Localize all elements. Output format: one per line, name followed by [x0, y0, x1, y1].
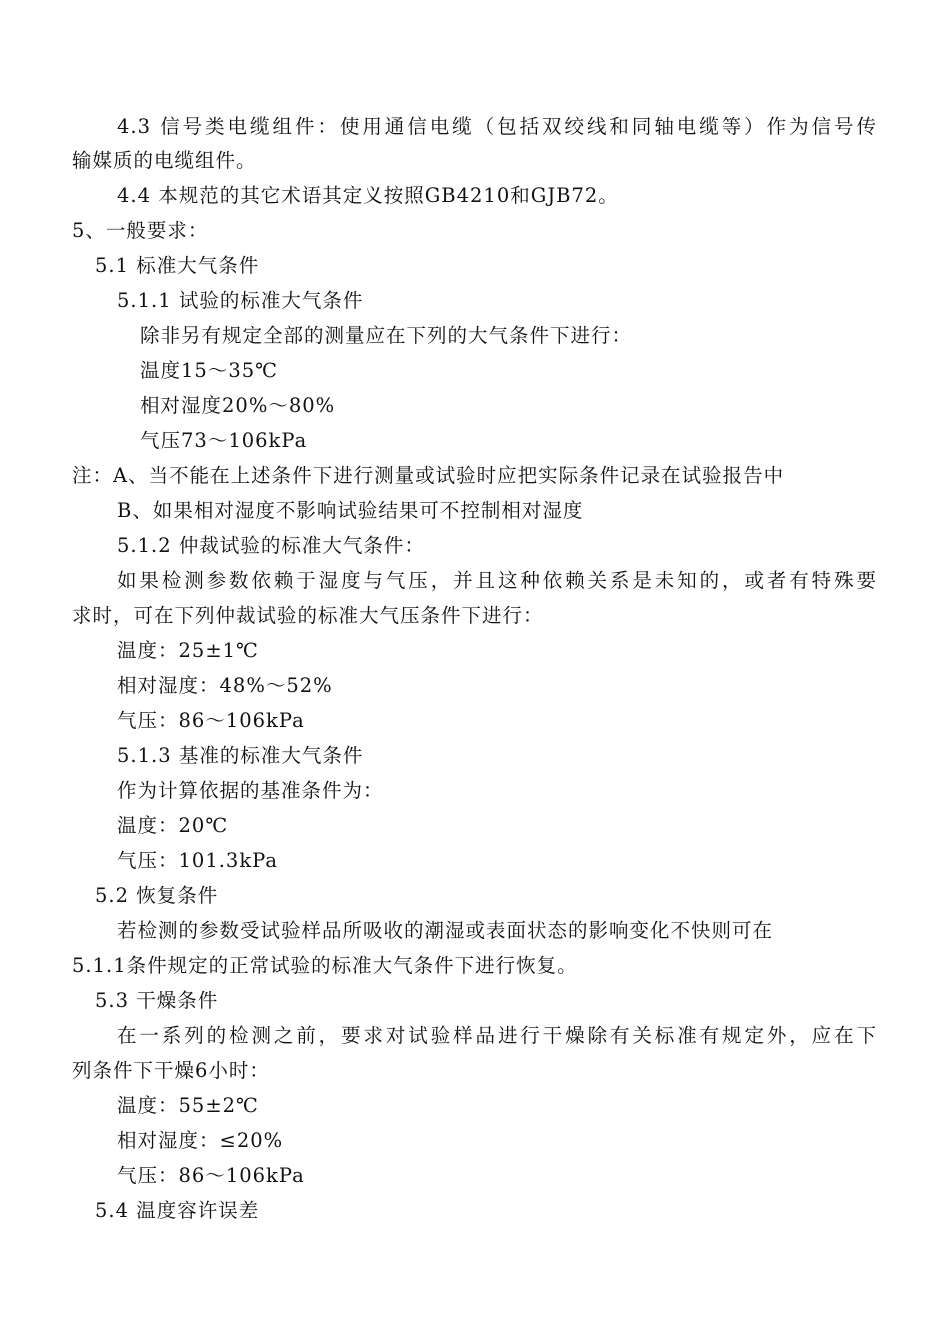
text-line: 温度：25±1℃: [117, 639, 259, 662]
text-line-4-3-cont: 输媒质的电缆组件。: [72, 149, 257, 172]
text-line: 相对湿度：≤20%: [117, 1129, 284, 1152]
text-line: 若检测的参数受试验样品所吸收的潮湿或表面状态的影响变化不快则可在: [117, 919, 774, 942]
text-line: 作为计算依据的基准条件为：: [117, 779, 384, 802]
text-line: 温度：20℃: [117, 814, 229, 837]
text-line: 气压：86～106kPa: [117, 709, 305, 732]
text-line: 在一系列的检测之前，要求对试验样品进行干燥除有关标准有规定外，应在下: [117, 1024, 877, 1047]
text-line: 求时，可在下列仲裁试验的标准大气压条件下进行：: [72, 604, 544, 627]
text-line: 温度：55±2℃: [117, 1094, 259, 1117]
text-line: 气压：101.3kPa: [117, 849, 279, 872]
heading-5-1-1: 5.1.1 试验的标准大气条件: [117, 289, 364, 312]
heading-5-4: 5.4 温度容许误差: [95, 1199, 260, 1222]
text-line: 除非另有规定全部的测量应在下列的大气条件下进行：: [140, 324, 633, 347]
heading-5-1-2: 5.1.2 仲裁试验的标准大气条件：: [117, 534, 425, 557]
text-line-4-4: 4.4 本规范的其它术语其定义按照GB4210和GJB72。: [117, 184, 619, 207]
text-line: 5.1.1条件规定的正常试验的标准大气条件下进行恢复。: [72, 954, 578, 977]
text-line: 如果检测参数依赖于湿度与气压，并且这种依赖关系是未知的，或者有特殊要: [117, 569, 877, 592]
note-a: 注：A、当不能在上述条件下进行测量或试验时应把实际条件记录在试验报告中: [72, 464, 785, 487]
heading-5-2: 5.2 恢复条件: [95, 884, 219, 907]
text-line: 温度15～35℃: [140, 359, 278, 382]
text-line: 相对湿度20%～80%: [140, 394, 336, 417]
text-line: 列条件下干燥6小时：: [72, 1059, 270, 1082]
text-line: 气压：86～106kPa: [117, 1164, 305, 1187]
heading-5-1: 5.1 标准大气条件: [95, 254, 260, 277]
heading-5: 5、一般要求：: [72, 219, 209, 242]
text-line: 气压73～106kPa: [140, 429, 308, 452]
text-line: 相对湿度：48%～52%: [117, 674, 333, 697]
text-line-4-3: 4.3 信号类电缆组件：使用通信电缆（包括双绞线和同轴电缆等）作为信号传: [117, 115, 877, 138]
heading-5-3: 5.3 干燥条件: [95, 989, 219, 1012]
note-b: B、如果相对湿度不影响试验结果可不控制相对湿度: [117, 499, 584, 522]
heading-5-1-3: 5.1.3 基准的标准大气条件: [117, 744, 364, 767]
